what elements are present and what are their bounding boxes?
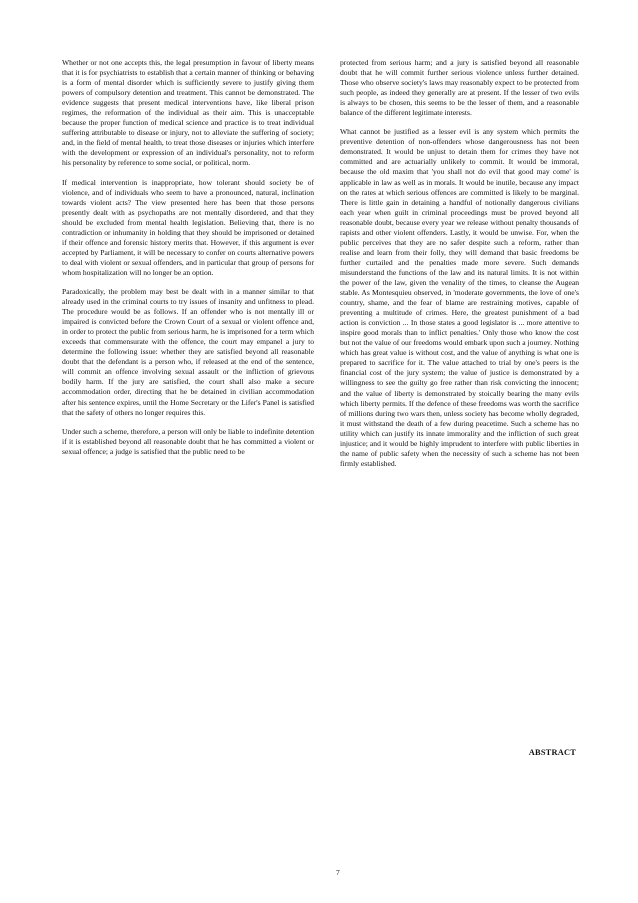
body-paragraph: protected from serious harm; and a jury is satisfied beyond all reasonable doubt that he will commit further serious violence unless further detained. Those who observe society's laws may reasonably expect to be protected from such people, as indeed they generally are at present. If the lesser of two evils is always to be chosen, this seems to be the lesser of them, and a reasonable balance of the different legitimate interests. (340, 58, 579, 118)
abstract-heading: ABSTRACT (528, 748, 576, 757)
page-number: 7 (336, 868, 340, 877)
body-paragraph: Under such a scheme, therefore, a person will only be liable to indefinite detention if it is established beyond all reasonable doubt that he has committed a violent or sexual offence; a judge is satisfied that the public need to be (62, 426, 314, 456)
left-text-column (62, 58, 314, 466)
right-text-column (340, 58, 579, 478)
body-paragraph: Whether or not one accepts this, the legal presumption in favour of liberty means that it is for psychiatrists to establish that a certain manner of thinking or behaving is a form of mental disorder which is sufficiently severe to justify giving them powers of compulsory detention and treatment. This cannot be demonstrated. The evidence suggests that present medical interventions have, like liberal prison regimes, the reformation of the individual as their aim. This is unacceptable because the proper function of medical science and practice is to treat individual suffering attributable to disease or injury, not to alleviate the suffering of society; and, in the field of mental health, to treat those diseases or injuries which interfere with the development or expression of an individual's personality, not to reform his personality by reference to some social, or political, norm. (62, 58, 314, 168)
body-paragraph: What cannot be justified as a lesser evil is any system which permits the preventive detention of non-offenders whose dangerousness has not been demonstrated. It would be unjust to detain them for crimes they have not committed and are actuarially unlikely to commit. It would be immoral, because the old maxim that 'you shall not do evil that good may come' is applicable in law as well as in morals. It would be inutile, because any impact on the rates at which serious offences are committed is likely to be marginal. There is little gain in detaining a handful of notionally dangerous civilians each year when guilt in criminal proceedings must be proved beyond all reasonable doubt, because every year we release without penalty thousands of rapists and other violent offenders. Lastly, it would be unwise. For, when the public perceives that they are no safer despite such a reform, rather than realise and learn from their folly, they will demand that basic freedoms be further curtailed and the penalties made more severe. Such demands misunderstand the functions of the law and its natural limits. It is not within the power of the law, given the venality of the times, to cleanse the Augean stable. As Montesquieu observed, in 'moderate governments, the love of one's country, shame, and the fear of blame are restraining motives, capable of preventing a multitude of crimes. Here, the greatest punishment of a bad action is conviction ... In those states a good legislator is ... more attentive to inspire good morals than to inflict penalties.' Only those who know the cost but not the value of our freedoms would embark upon such a journey. Nothing which has great value is without cost, and the value of anything is what one is prepared to sacrifice for it. The value attached to trial by one's peers is the financial cost of the jury system; the value of justice is demonstrated by a willingness to see the guilty go free rather than risk convicting the innocent; and the value of liberty is demonstrated by stoically bearing the many evils which liberty permits. If the defence of these freedoms was worth the sacrifice of millions during two wars then, unless society has become wholly degraded, it must withstand the death of a few during peacetime. Such a scheme has no utility which can justify its innate immorality and the infliction of such great injustice; and it would be highly imprudent to interfere with public liberties in the name of public safety when the necessity of such a scheme has not been firmly established. (340, 127, 579, 468)
body-paragraph: If medical intervention is inappropriate, how tolerant should society be of violence, and of individuals who seem to have a pronounced, natural, inclination towards violent acts? The view presented here has been that those persons presently dealt with as psychopaths are not mentally disordered, and that they should be excluded from mental health legislation. Believing that, there is no contradiction or inhumanity in holding that they should be imprisoned or detained if their offence and forensic history merits that. However, if this argument is ever accepted by Parliament, it will be necessary to confer on courts alternative powers to deal with violent or sexual offenders, and in particular that group of persons for whom hospitalization will no longer be an option. (62, 177, 314, 277)
body-paragraph: Paradoxically, the problem may best be dealt with in a manner similar to that already used in the criminal courts to try issues of insanity and unfitness to plead. The procedure would be as follows. If an offender who is not mentally ill or impaired is convicted before the Crown Court of a sexual or violent offence and, in order to protect the public from serious harm, he is imprisoned for a term which exceeds that commensurate with the offence, the court may empanel a jury to determine the following issue: whether they are satisfied beyond all reasonable doubt that the defendant is a person who, if released at the end of the sentence, will commit an offence involving sexual assault or the infliction of grievous bodily harm. If the jury are satisfied, the court shall also make a secure accommodation order, directing that he be detained in civilian accommodation after his sentence expires, until the Home Secretary or the Lifer's Panel is satisfied that the safety of others no longer requires this. (62, 286, 314, 417)
